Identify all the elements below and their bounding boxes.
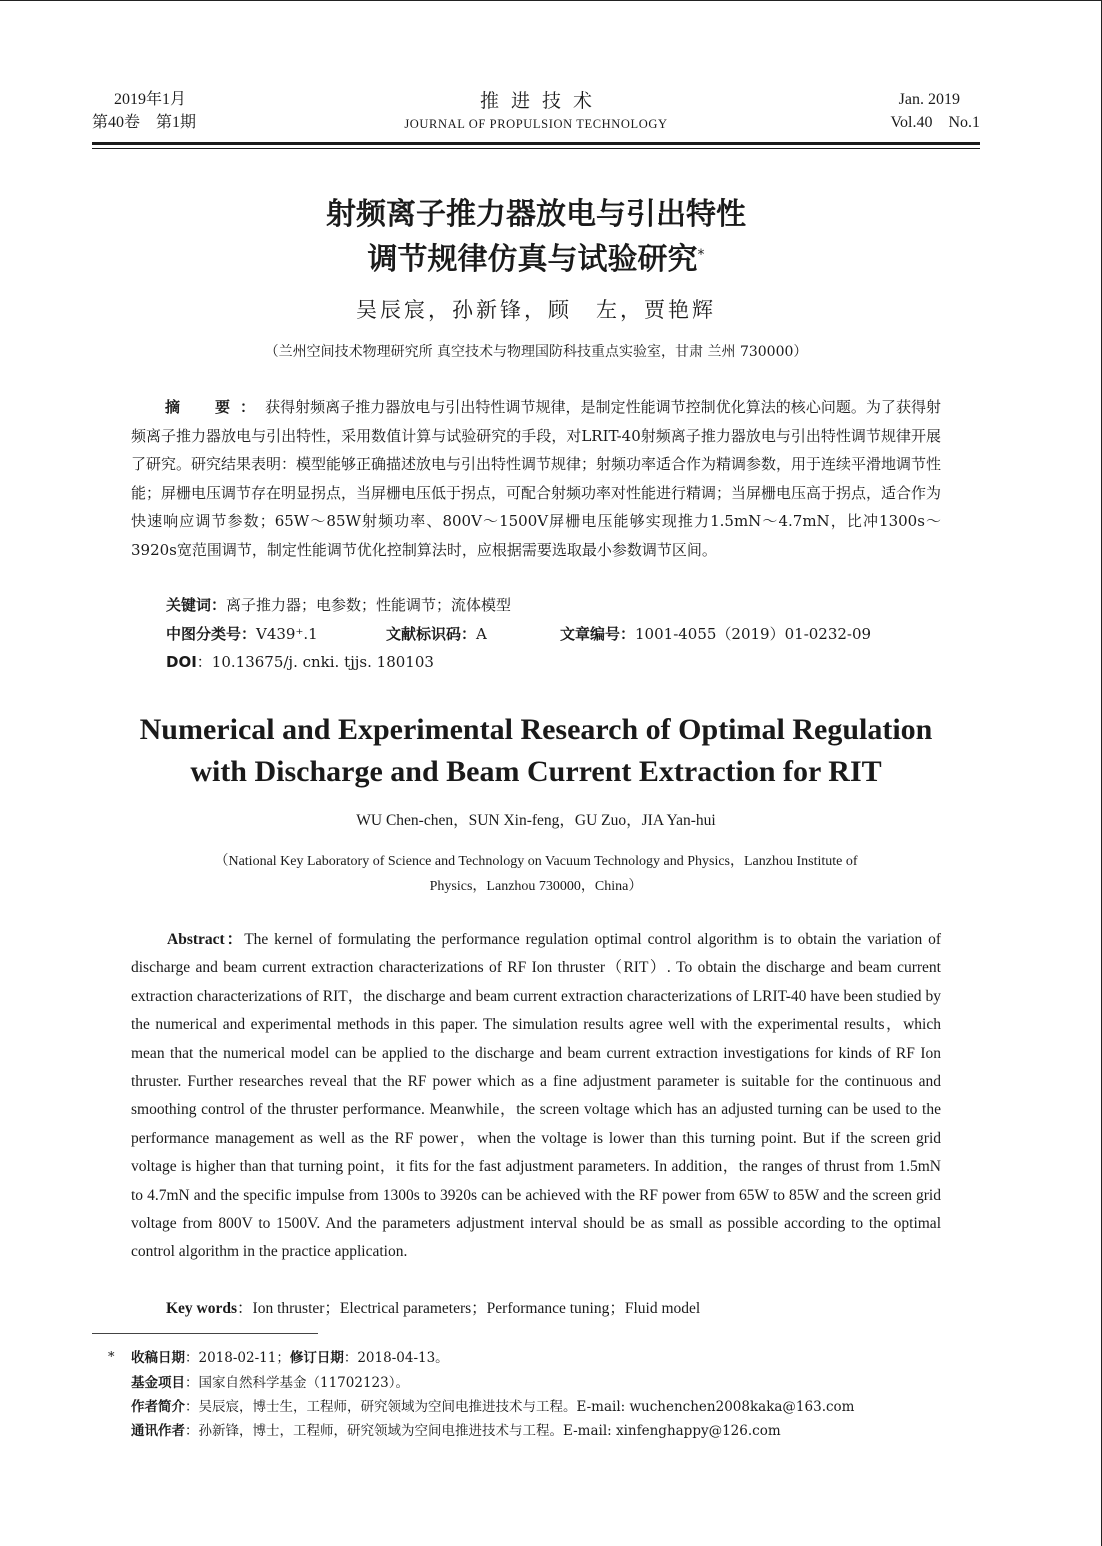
journal-name-en: JOURNAL OF PROPULSION TECHNOLOGY <box>404 117 668 131</box>
header-issue-en: Jan. 2019 Vol.40 No.1 <box>890 91 980 131</box>
page-border-top <box>0 0 1102 1</box>
header-issue-cn: 2019年1月 第40卷 第1期 <box>92 91 197 131</box>
authors-en: WU Chen-chen，SUN Xin-feng，GU Zuo，JIA Yan-hui <box>356 812 716 829</box>
running-header <box>92 88 980 138</box>
abstract-en <box>131 926 941 1267</box>
affiliation-cn: （兰州空间技术物理研究所 真空技术与物理国防科技重点实验室，甘肃 兰州 730000） <box>264 344 808 360</box>
abstract-cn-label: 摘 要： <box>165 398 266 416</box>
footnote-fund: 基金项目：国家自然科学基金（11702123）。 <box>131 1375 409 1391</box>
title-cn: 射频离子推力器放电与引出特性 调节规律仿真与试验研究* <box>326 197 746 277</box>
header-rule-thin <box>92 148 980 149</box>
abstract-cn <box>131 393 941 564</box>
footnote-corresponding: 通讯作者：孙新锋，博士，工程师，研究领域为空间电推进技术与工程。E-mail: xinfenghappy@126.com <box>131 1423 781 1439</box>
abstract-cn-text: 获得射频离子推力器放电与引出特性调节规律，是制定性能调节控制优化算法的核心问题。为了获得射频离子推力器放电与引出特性，采用数值计算与试验研究的手段，对LRIT-40射频离子推力器放电与引出特性调节规律开展了研究。研究结果表明：模型能够正确描述放电与引出特性调节规律；射频功率适合作为精调参数，用于连续平滑地调节性能；屏栅电压调节存在明显拐点，当屏栅电压低于拐点，可配合射频功率对性能进行精调；当屏栅电压高于拐点，适合作为快速响应调节参数；65W～85W射频功率、800V～1500V屏栅电压能够实现推力1.5mN～4.7mN，比冲1300s～3920s宽范围调节，制定性能调节优化控制算法时，应根据需要选取最小参数调节区间。 <box>131 398 942 559</box>
abstract-en-label: Abstract： <box>167 931 245 948</box>
footnote-dates: 收稿日期：2018-02-11；修订日期：2018-04-13。 <box>131 1350 449 1366</box>
title-en: Numerical and Experimental Research of Optimal Regulation with Discharge and Beam Current Extraction for RIT <box>139 713 933 788</box>
abstract-en-text: The kernel of formulating the performance regulation optimal control algorithm is to obtain the variation of discharge and beam current extraction characterizations of RF Ion thruster（RIT）. To obtain the discharge and beam current extraction characterizations of RIT，the discharge and beam current extraction characterizations of LRIT-40 have been studied by the numerical and experimental methods in this paper. The simulation results agree well with the experimental results，which mean that the numerical model can be applied to the discharge and beam current extraction investigations for kinds of RF Ion thruster. Further researches reveal that the RF power which as a fine adjustment parameter is suitable for the continuous and smoothing control of the thruster performance. Meanwhile，the screen voltage which has an adjusted turning can be used to the performance management as well as the RF power，when the voltage is lower than this turning point. But if the screen grid voltage is higher than that turning point，it fits for the fast adjustment parameters. In addition，the ranges of thrust from 1.5mN to 4.7mN and the specific impulse from 1300s to 3920s can be achieved with the RF power from 65W to 85W and the screen grid voltage from 800V to 1500V. And the parameters adjustment interval should be as small as possible according to the optimal control algorithm in the practice application. <box>131 931 941 1261</box>
footnote-rule <box>92 1333 318 1334</box>
keywords-en: Key words：Ion thruster；Electrical parameters；Performance tuning；Fluid model <box>166 1300 701 1317</box>
affiliation-en: （National Key Laboratory of Science and Technology on Vacuum Technology and Physics，Lanzhou Institute of Physics，Lanzhou 730000，China） <box>214 854 858 894</box>
doi-line: DOI：10.13675/j. cnki. tjjs. 180103 <box>166 653 434 671</box>
title-footnote-mark: * <box>697 247 705 263</box>
footnote-star: * <box>108 1350 115 1365</box>
authors-cn: 吴辰宸，孙新锋，顾 左，贾艳辉 <box>356 298 716 322</box>
keywords-cn: 关键词：离子推力器；电参数；性能调节；流体模型 <box>166 596 512 614</box>
classification-line: 中图分类号：V439⁺.1 文献标识码：A 文章编号：1001-4055（2019）01-0232-09 <box>166 625 872 643</box>
header-rule-thick <box>92 142 980 145</box>
journal-name <box>92 88 980 134</box>
journal-name-cn: 推进技术 <box>479 90 604 112</box>
footnote-author: 作者简介：吴辰宸，博士生，工程师，研究领域为空间电推进技术与工程。E-mail: wuchenchen2008kaka@163.com <box>131 1399 855 1415</box>
